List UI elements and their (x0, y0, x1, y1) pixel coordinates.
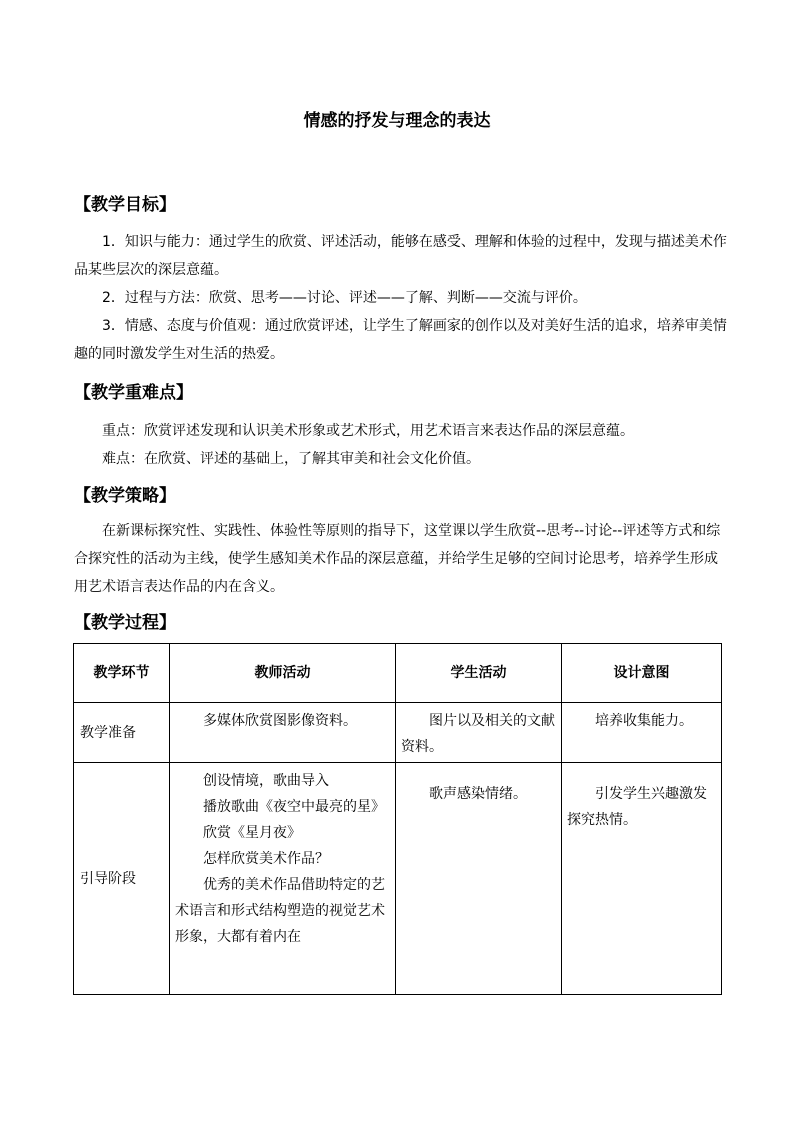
teacher-line: 创设情境，歌曲导入 (203, 773, 329, 789)
intent-cell: 引发学生兴趣激发探究热情。 (562, 763, 722, 995)
stage-cell: 教学准备 (74, 703, 170, 763)
objective-item: 1．知识与能力：通过学生的欣赏、评述活动，能够在感受、理解和体验的过程中，发现与描述美术作品某些层次的深层意蕴。 (74, 234, 727, 278)
intent-cell: 培养收集能力。 (562, 703, 722, 763)
table-row (74, 703, 722, 763)
teacher-line: 优秀的美术作品借助特定的艺术语言和形式结构塑造的视觉艺术形象，大都有着内在 (175, 877, 385, 945)
objective-item: 2．过程与方法：欣赏、思考——讨论、评述——了解、判断——交流与评价。 (102, 290, 587, 306)
table-header-row (74, 644, 722, 703)
focus-text: 重点：欣赏评述发现和认识美术形象或艺术形式，用艺术语言来表达作品的深层意蕴。 (102, 423, 634, 439)
stage-cell: 引导阶段 (74, 763, 170, 995)
student-cell: 歌声感染情绪。 (396, 763, 562, 995)
key-points-body (74, 417, 728, 473)
table-row (74, 763, 722, 995)
objectives-heading: 【教学目标】 (74, 195, 176, 215)
difficulty-text: 难点：在欣赏、评述的基础上，了解其审美和社会文化价值。 (102, 451, 480, 467)
process-heading: 【教学过程】 (74, 613, 176, 633)
strategy-heading: 【教学策略】 (74, 486, 176, 506)
column-header-teacher: 教师活动 (170, 644, 396, 703)
column-header-intent: 设计意图 (562, 644, 722, 703)
column-header-student: 学生活动 (396, 644, 562, 703)
key-points-heading: 【教学重难点】 (74, 383, 193, 403)
teacher-line: 怎样欣赏美术作品？ (203, 851, 329, 867)
process-table (73, 643, 722, 995)
student-cell: 图片以及相关的文献资料。 (396, 703, 562, 763)
teacher-cell: 多媒体欣赏图影像资料。 (170, 703, 396, 763)
teacher-line: 播放歌曲《夜空中最亮的星》 (203, 799, 385, 815)
objectives-list (74, 228, 728, 368)
objective-item: 3．情感、态度与价值观：通过欣赏评述，让学生了解画家的创作以及对美好生活的追求，培养审美情趣的同时激发学生对生活的热爱。 (74, 318, 727, 362)
strategy-text: 在新课标探究性、实践性、体验性等原则的指导下，这堂课以学生欣赏--思考--讨论--评述等方式和综合探究性的活动为主线，使学生感知美术作品的深层意蕴，并给学生足够的空间讨论思考，培养学生形成用艺术语言表达作品的内在含义。 (74, 523, 721, 595)
column-header-stage: 教学环节 (74, 644, 170, 703)
teacher-cell (170, 763, 396, 995)
teacher-line: 欣赏《星月夜》 (203, 825, 301, 841)
page-title: 情感的抒发与理念的表达 (303, 111, 491, 131)
